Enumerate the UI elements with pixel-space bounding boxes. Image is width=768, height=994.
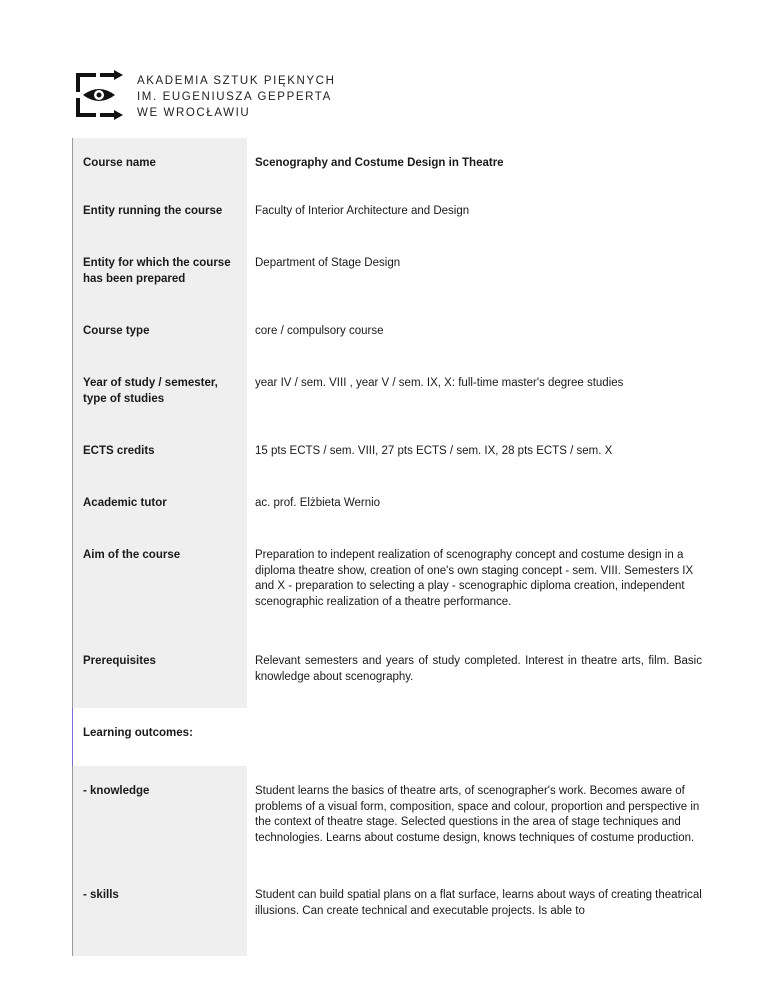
table-row (72, 870, 702, 956)
row-label: Course name (72, 138, 247, 186)
row-label: Academic tutor (72, 478, 247, 530)
table-row (72, 138, 702, 186)
row-value: core / compulsory course (255, 325, 384, 337)
row-label: - skills (72, 870, 247, 956)
row-value: 15 pts ECTS / sem. VIII, 27 pts ECTS / sem. IX, 28 pts ECTS / sem. X (255, 445, 613, 457)
learning-outcomes-table (72, 766, 702, 956)
learning-outcomes-heading: Learning outcomes: (72, 708, 702, 766)
table-row (72, 426, 702, 478)
row-value: Preparation to indepent realization of scenography concept and costume design in a diploma theatre show, creation of one's own staging concept - sem. VIII. Semesters IX and X - preparation to selecting a play - scenographic diploma creation, independent scenographic realization of a theatre performance. (255, 549, 694, 608)
table-row (72, 238, 702, 306)
table-row (72, 478, 702, 530)
row-label: Course type (72, 306, 247, 358)
institution-name (137, 73, 335, 121)
row-value: Student learns the basics of theatre arts, of scenographer's work. Becomes aware of problems of a visual form, composition, space and colour, proportion and perspective in the context of theatre stage. Selected questions in the area of stage techniques and technologies. Learns about costume design, knows techniques of costume production. (255, 785, 700, 844)
row-value: year IV / sem. VIII , year V / sem. IX, X: full-time master's degree studies (255, 377, 624, 389)
row-value: Department of Stage Design (255, 257, 401, 269)
row-value: Relevant semesters and years of study completed. Interest in theatre arts, film. Basic knowledge about scenography. (255, 655, 702, 683)
table-row (72, 306, 702, 358)
row-value: Scenography and Costume Design in Theatre (255, 157, 504, 169)
row-label: Entity running the course (72, 186, 247, 238)
institution-line-1: AKADEMIA SZTUK PIĘKNYCH (137, 75, 336, 87)
table-row (72, 766, 702, 870)
row-label: Entity for which the course has been prepared (72, 238, 247, 306)
eye-with-arrows-logo-icon (74, 70, 124, 120)
institution-line-3: WE WROCŁAWIU (137, 107, 251, 119)
row-value: Student can build spatial plans on a flat surface, learns about ways of creating theatrical illusions. Can create technical and executable projects. Is able to (255, 889, 702, 917)
row-label: Prerequisites (72, 636, 247, 708)
row-value: Faculty of Interior Architecture and Design (255, 205, 470, 217)
row-value: ac. prof. Elżbieta Wernio (255, 497, 381, 509)
row-label: Aim of the course (72, 530, 247, 636)
table-row (72, 358, 702, 426)
table-row (72, 636, 702, 708)
table-row (72, 530, 702, 636)
row-label: Year of study / semester, type of studies (72, 358, 247, 426)
row-label: - knowledge (72, 766, 247, 870)
table-row (72, 186, 702, 238)
institution-header (74, 70, 334, 122)
course-info-table (72, 138, 702, 708)
row-label: ECTS credits (72, 426, 247, 478)
institution-line-2: IM. EUGENIUSZA GEPPERTA (137, 91, 332, 103)
